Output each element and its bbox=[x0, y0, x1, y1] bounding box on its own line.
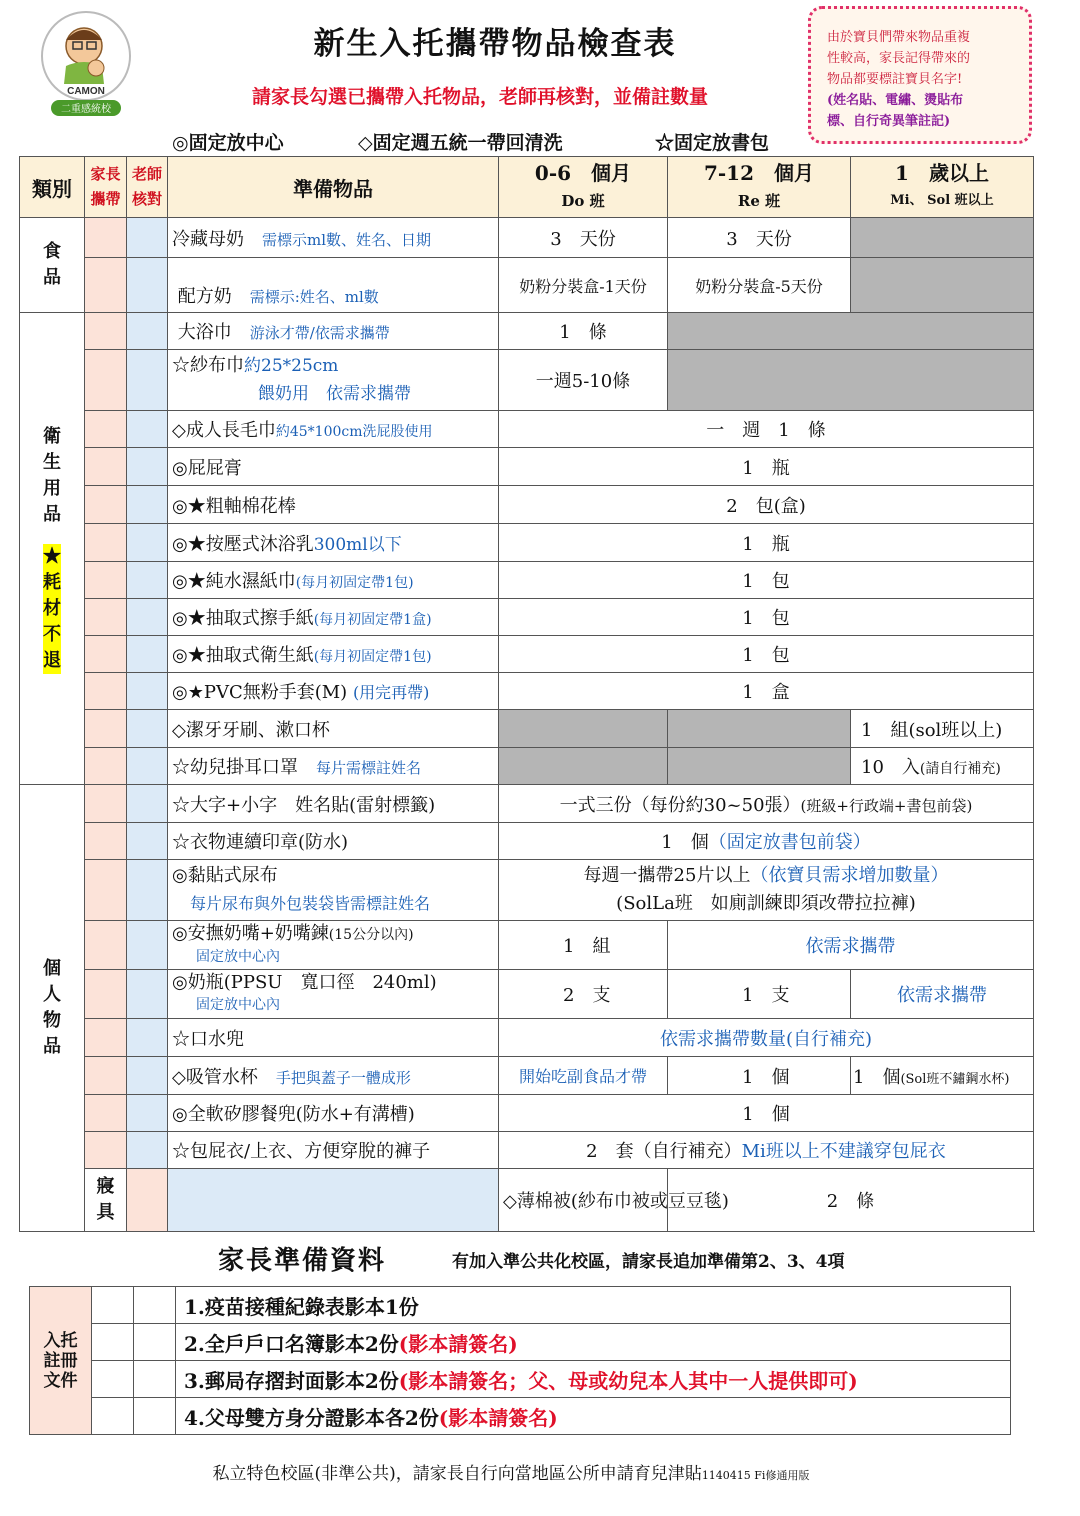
value-cell: 奶粉分裝盒-5天份 bbox=[668, 258, 851, 313]
parent-checkbox[interactable] bbox=[85, 599, 127, 636]
item-cell: ☆大字+小字 姓名貼(雷射標籤) bbox=[168, 785, 499, 823]
item-cell: ◇吸管水杯 手把與蓋子一體成形 bbox=[168, 1057, 499, 1095]
parent-checkbox[interactable] bbox=[85, 1019, 127, 1057]
value-cell: 10 入(請自行補充) bbox=[851, 748, 1034, 785]
teacher-checkbox[interactable] bbox=[127, 1057, 168, 1095]
table-row bbox=[20, 599, 1034, 636]
category-hygiene: 衛生用品 ★耗材不退 bbox=[20, 313, 85, 785]
table-row bbox=[30, 1361, 1011, 1398]
value-cell: 一週5-10條 bbox=[499, 350, 668, 411]
item-cell: ◎★PVC無粉手套(M) (用完再帶) bbox=[168, 673, 499, 710]
category-bedding: 寢具 bbox=[85, 1169, 127, 1232]
table-row bbox=[30, 1287, 1011, 1324]
teacher-checkbox[interactable] bbox=[127, 860, 168, 921]
item-cell: ◇薄棉被(紗布巾被或豆豆毯) bbox=[499, 1169, 668, 1232]
na-cell bbox=[668, 313, 1034, 350]
item-cell: 大浴巾 游泳才帶/依需求攜帶 bbox=[168, 313, 499, 350]
na-cell bbox=[499, 748, 668, 785]
teacher-checkbox[interactable] bbox=[127, 921, 168, 970]
parent-checkbox[interactable] bbox=[85, 1057, 127, 1095]
page-subtitle: 請家長勾選已攜帶入托物品，老師再核對，並備註數量 bbox=[251, 86, 708, 108]
value-cell: 1 支 bbox=[668, 970, 851, 1019]
header-age-7-12: 7-12 個月 Re 班 bbox=[668, 157, 851, 218]
table-row bbox=[20, 860, 1034, 921]
item-cell: ◎安撫奶嘴+奶嘴鍊(15公分以內) 固定放中心內 bbox=[168, 921, 499, 970]
teacher-checkbox[interactable] bbox=[127, 411, 168, 448]
value-cell: 1 包 bbox=[499, 562, 1034, 599]
item-cell: ◎奶瓶(PPSU 寬口徑 240ml) 固定放中心內 bbox=[168, 970, 499, 1019]
checklist-table bbox=[19, 156, 1034, 1232]
value-cell: 1 條 bbox=[499, 313, 668, 350]
category-personal: 個人物品 bbox=[20, 785, 85, 1232]
consumable-label: ★耗材不退 bbox=[43, 544, 61, 674]
table-row bbox=[20, 524, 1034, 562]
item-cell: ◎★粗軸棉花棒 bbox=[168, 486, 499, 524]
value-cell: 1 包 bbox=[499, 599, 1034, 636]
parent-checkbox[interactable] bbox=[92, 1324, 134, 1361]
teacher-checkbox[interactable] bbox=[127, 524, 168, 562]
parent-checkbox[interactable] bbox=[92, 1287, 134, 1324]
item-cell: ◎★純水濕紙巾(每月初固定帶1包) bbox=[168, 562, 499, 599]
doc-item: 2.全戶戶口名簿影本2份(影本請簽名) bbox=[176, 1324, 1011, 1361]
value-cell: 1 個 bbox=[499, 1095, 1034, 1132]
teacher-checkbox[interactable] bbox=[127, 710, 168, 748]
parent-checkbox[interactable] bbox=[85, 524, 127, 562]
header-parent: 家長攜帶 bbox=[85, 157, 127, 218]
teacher-checkbox[interactable] bbox=[127, 350, 168, 411]
value-cell: 1 組 bbox=[499, 921, 668, 970]
parent-checkbox[interactable] bbox=[85, 970, 127, 1019]
item-cell: ◇潔牙牙刷、漱口杯 bbox=[168, 710, 499, 748]
value-cell: 1 瓶 bbox=[499, 448, 1034, 486]
parent-checkbox[interactable] bbox=[85, 486, 127, 524]
registration-category: 入托註冊文件 bbox=[30, 1287, 92, 1435]
teacher-checkbox[interactable] bbox=[127, 1019, 168, 1057]
value-cell: 開始吃副食品才帶 bbox=[499, 1057, 668, 1095]
table-row bbox=[20, 350, 1034, 411]
item-cell: ☆包屁衣/上衣、方便穿脫的褲子 bbox=[168, 1132, 499, 1169]
value-cell: 1 盒 bbox=[499, 673, 1034, 710]
header-item: 準備物品 bbox=[168, 157, 499, 218]
teacher-checkbox[interactable] bbox=[127, 313, 168, 350]
parent-checkbox[interactable] bbox=[127, 1169, 168, 1232]
parent-checkbox[interactable] bbox=[85, 218, 127, 258]
na-cell bbox=[851, 218, 1034, 258]
parent-checkbox[interactable] bbox=[85, 1132, 127, 1169]
parent-checkbox[interactable] bbox=[92, 1398, 134, 1435]
reminder-line: 物品都要標註寶貝名字! bbox=[827, 72, 963, 87]
value-cell: 1 組(sol班以上) bbox=[851, 710, 1034, 748]
table-row bbox=[20, 823, 1034, 860]
item-cell: ◎★抽取式擦手紙(每月初固定帶1盒) bbox=[168, 599, 499, 636]
item-cell: ☆衣物連續印章(防水) bbox=[168, 823, 499, 860]
footer-note: 私立特色校區(非準公共)，請家長自行向當地區公所申請育兒津貼1140415 Fi修通用版 bbox=[212, 1464, 810, 1484]
teacher-checkbox[interactable] bbox=[127, 562, 168, 599]
header-age-1-plus: 1 歲以上 Mi、 Sol 班以上 bbox=[851, 157, 1034, 218]
teacher-checkbox[interactable] bbox=[127, 823, 168, 860]
doc-item: 4.父母雙方身分證影本各2份(影本請簽名) bbox=[176, 1398, 1011, 1435]
item-cell: ☆幼兒掛耳口罩 每片需標註姓名 bbox=[168, 748, 499, 785]
teacher-checkbox[interactable] bbox=[168, 1169, 499, 1232]
item-cell: ☆口水兜 bbox=[168, 1019, 499, 1057]
teacher-checkbox[interactable] bbox=[127, 785, 168, 823]
table-row bbox=[20, 258, 1034, 313]
teacher-checkbox[interactable] bbox=[127, 599, 168, 636]
table-row bbox=[20, 785, 1034, 823]
registration-docs-table bbox=[29, 1286, 1011, 1435]
table-row bbox=[20, 1095, 1034, 1132]
teacher-checkbox[interactable] bbox=[134, 1361, 176, 1398]
value-cell: 奶粉分裝盒-1天份 bbox=[499, 258, 668, 313]
parent-checkbox[interactable] bbox=[85, 710, 127, 748]
item-cell: ◎黏貼式尿布 每片尿布與外包裝袋皆需標註姓名 bbox=[168, 860, 499, 921]
table-row bbox=[20, 562, 1034, 599]
teacher-checkbox[interactable] bbox=[127, 673, 168, 710]
parent-checkbox[interactable] bbox=[85, 448, 127, 486]
table-row bbox=[20, 411, 1034, 448]
doc-item: 3.郵局存摺封面影本2份(影本請簽名；父、母或幼兒本人其中一人提供即可) bbox=[176, 1361, 1011, 1398]
na-cell bbox=[668, 710, 851, 748]
table-row bbox=[20, 636, 1034, 673]
parent-checkbox[interactable] bbox=[85, 258, 127, 313]
table-row bbox=[20, 673, 1034, 710]
value-cell: 一式三份（每份約30~50張）(班級+行政端+書包前袋) bbox=[499, 785, 1034, 823]
parent-checkbox[interactable] bbox=[85, 313, 127, 350]
item-cell: 冷藏母奶 需標示ml數、姓名、日期 bbox=[168, 218, 499, 258]
value-cell: 2 條 bbox=[668, 1169, 1034, 1232]
table-row bbox=[20, 1132, 1034, 1169]
teacher-checkbox[interactable] bbox=[127, 636, 168, 673]
parent-checkbox[interactable] bbox=[85, 823, 127, 860]
parent-checkbox[interactable] bbox=[85, 411, 127, 448]
parent-checkbox[interactable] bbox=[85, 636, 127, 673]
value-cell: 2 包(盒) bbox=[499, 486, 1034, 524]
teacher-checkbox[interactable] bbox=[127, 970, 168, 1019]
item-cell: ☆紗布巾約25*25cm 餵奶用 依需求攜帶 bbox=[168, 350, 499, 411]
item-cell: ◎★抽取式衛生紙(每月初固定帶1包) bbox=[168, 636, 499, 673]
value-cell: 3 天份 bbox=[499, 218, 668, 258]
value-cell: 每週一攜帶25片以上（依寶貝需求增加數量） (SolLa班 如廁訓練即須改帶拉拉褲) bbox=[499, 860, 1034, 921]
doc-item: 1.疫苗接種紀錄表影本1份 bbox=[176, 1287, 1011, 1324]
parent-checkbox[interactable] bbox=[85, 921, 127, 970]
header-age-0-6: 0-6 個月 Do 班 bbox=[499, 157, 668, 218]
legend-friday: ◇固定週五統一帶回清洗 bbox=[358, 132, 563, 154]
teacher-checkbox[interactable] bbox=[127, 1095, 168, 1132]
teacher-checkbox[interactable] bbox=[127, 258, 168, 313]
page-title: 新生入托攜帶物品檢查表 bbox=[313, 26, 677, 62]
parent-checkbox[interactable] bbox=[92, 1361, 134, 1398]
parent-section-title: 家長準備資料 bbox=[218, 1246, 387, 1276]
item-cell: ◎★按壓式沐浴乳300ml以下 bbox=[168, 524, 499, 562]
category-food: 食品 bbox=[20, 218, 85, 313]
table-row bbox=[20, 448, 1034, 486]
parent-checkbox[interactable] bbox=[85, 785, 127, 823]
value-cell: 1 個 bbox=[668, 1057, 851, 1095]
table-header-row bbox=[20, 157, 1034, 218]
na-cell bbox=[668, 350, 1034, 411]
teacher-checkbox[interactable] bbox=[134, 1398, 176, 1435]
parent-checkbox[interactable] bbox=[85, 350, 127, 411]
parent-checkbox[interactable] bbox=[85, 673, 127, 710]
legend-bag: ☆固定放書包 bbox=[655, 132, 770, 154]
parent-checkbox[interactable] bbox=[85, 562, 127, 599]
teacher-checkbox[interactable] bbox=[127, 486, 168, 524]
value-cell: 1 包 bbox=[499, 636, 1034, 673]
table-row bbox=[20, 218, 1034, 258]
table-row bbox=[20, 1019, 1034, 1057]
value-cell: 1 瓶 bbox=[499, 524, 1034, 562]
value-cell: 3 天份 bbox=[668, 218, 851, 258]
na-cell bbox=[668, 748, 851, 785]
item-cell: ◇成人長毛巾約45*100cm洗屁股使用 bbox=[168, 411, 499, 448]
table-row bbox=[20, 710, 1034, 748]
naming-reminder-box bbox=[808, 6, 1032, 144]
item-cell: ◎屁屁膏 bbox=[168, 448, 499, 486]
table-row bbox=[30, 1398, 1011, 1435]
reminder-line: 標、自行奇異筆註記) bbox=[827, 114, 951, 129]
table-row bbox=[20, 1169, 1034, 1232]
na-cell bbox=[851, 258, 1034, 313]
legend-center: ◎固定放中心 bbox=[172, 132, 284, 154]
reminder-line: (姓名貼、電繡、燙貼布 bbox=[827, 93, 964, 108]
reminder-line: 由於寶貝們帶來物品重複 bbox=[827, 30, 971, 45]
value-cell: 依需求攜帶數量(自行補充) bbox=[499, 1019, 1034, 1057]
teacher-checkbox[interactable] bbox=[134, 1287, 176, 1324]
value-cell: 依需求攜帶 bbox=[668, 921, 1034, 970]
reminder-line: 性較高，家長記得帶來的 bbox=[827, 51, 971, 66]
teacher-checkbox[interactable] bbox=[134, 1324, 176, 1361]
table-row bbox=[20, 486, 1034, 524]
header-category: 類別 bbox=[20, 157, 85, 218]
parent-checkbox[interactable] bbox=[85, 1095, 127, 1132]
value-cell: 一 週 1 條 bbox=[499, 411, 1034, 448]
parent-section-subtitle: 有加入準公共化校區，請家長追加準備第2、3、4項 bbox=[452, 1252, 845, 1272]
value-cell: 1 個（固定放書包前袋） bbox=[499, 823, 1034, 860]
teacher-checkbox[interactable] bbox=[127, 748, 168, 785]
table-row bbox=[20, 970, 1034, 1019]
value-cell: 2 套（自行補充）Mi班以上不建議穿包屁衣 bbox=[499, 1132, 1034, 1169]
na-cell bbox=[499, 710, 668, 748]
item-cell: 配方奶 需標示:姓名、ml數 bbox=[168, 258, 499, 313]
table-row bbox=[20, 1057, 1034, 1095]
table-row bbox=[30, 1324, 1011, 1361]
table-row bbox=[20, 313, 1034, 350]
logo-school-text: 二重感統校 bbox=[61, 104, 111, 115]
parent-checkbox[interactable] bbox=[85, 860, 127, 921]
value-cell: 2 支 bbox=[499, 970, 668, 1019]
value-cell: 1 個(Sol班不鏽鋼水杯) bbox=[851, 1057, 1034, 1095]
header-teacher: 老師核對 bbox=[127, 157, 168, 218]
teacher-checkbox[interactable] bbox=[127, 218, 168, 258]
parent-checkbox[interactable] bbox=[85, 748, 127, 785]
value-cell: 依需求攜帶 bbox=[851, 970, 1034, 1019]
logo-brand-text: CAMON bbox=[67, 86, 105, 97]
table-row bbox=[20, 921, 1034, 970]
table-row bbox=[20, 748, 1034, 785]
item-cell: ◎全軟矽膠餐兜(防水+有溝槽) bbox=[168, 1095, 499, 1132]
teacher-checkbox[interactable] bbox=[127, 1132, 168, 1169]
teacher-checkbox[interactable] bbox=[127, 448, 168, 486]
